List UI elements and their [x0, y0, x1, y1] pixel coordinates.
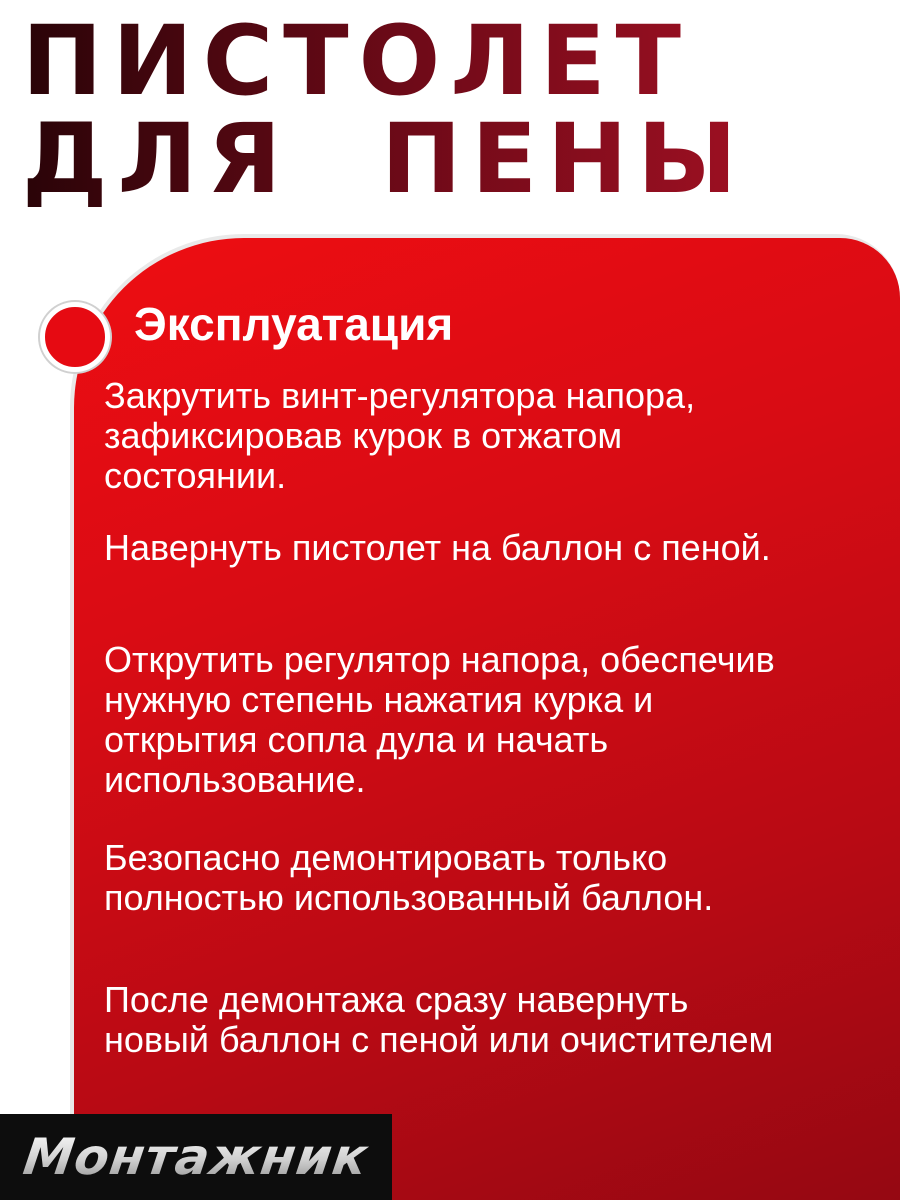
step-1: Закрутить винт-регулятора напора, зафиксировав курок в отжатом состоянии. [104, 375, 696, 496]
section-heading: Эксплуатация [134, 298, 454, 350]
brand-logo-text: Монтажник [20, 1128, 372, 1186]
step-5: После демонтажа сразу навернуть новый баллон с пеной или очистителем [104, 979, 774, 1060]
title-line-1: ПИСТОЛЕТ [22, 5, 692, 117]
step-3: Открутить регулятор напора, обеспечив нужную степень нажатия курка и открытия сопла дула и начать использование. [104, 639, 775, 800]
page-title [22, 5, 882, 215]
circle-bullet-icon [40, 302, 110, 372]
title-word-foam: ПЕНЫ [381, 103, 747, 215]
step-4: Безопасно демонтировать только полностью использованный баллон. [104, 837, 714, 918]
title-line-2 [22, 103, 882, 215]
step-2: Навернуть пистолет на баллон с пеной. [104, 527, 771, 568]
title-word-for: ДЛЯ [22, 103, 292, 215]
brand-logo [0, 1114, 392, 1200]
